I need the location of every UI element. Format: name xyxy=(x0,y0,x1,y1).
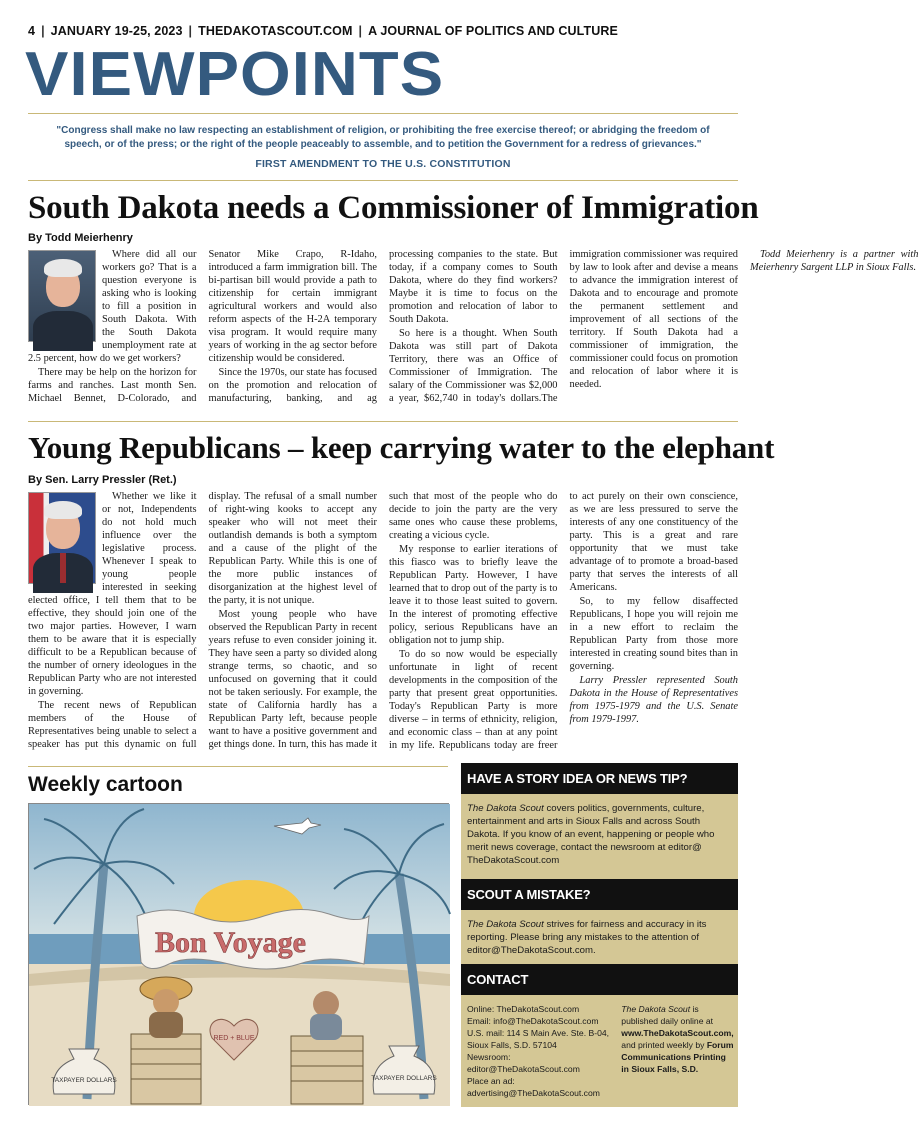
contact-line: Place an ad: xyxy=(467,1076,515,1086)
author-photo xyxy=(28,250,96,342)
author-bio: Larry Pressler represented South Dakota in the House of Representatives from 1975-1979 and the U.S. Senate from 1979-1997. xyxy=(569,675,738,725)
mistake-body: strives for fairness and accuracy in its reporting. Please bring any mistakes to the attention of editor@TheDakotaScout.com. xyxy=(467,919,707,956)
beach-chair-icon xyxy=(291,1036,363,1104)
divider-rule xyxy=(28,766,448,767)
publication-site[interactable]: www.TheDakotaScout.com, xyxy=(621,1028,734,1038)
article2-headline: Young Republicans – keep carrying water to the elephant xyxy=(28,430,775,465)
paragraph: Most young people who have observed the Republican Party in recent years refuse to even consider joining it. They have seen a party so divided along strange terms, so chaotic, and so unfocused on governing that it could not be taken seriously. For example, the state of California hardly has a Republican Party left, because people want to have a positive government and get things done. In turn, this has made it such that most of the people who do decide to join the party are the very same ones who cause these problems, creating a vicious cycle. xyxy=(208,491,558,750)
contact-line[interactable]: editor@TheDakotaScout.com xyxy=(467,1064,580,1074)
cartoon-illustration xyxy=(29,804,450,1106)
contact-line: Sioux Falls, S.D. 57104 xyxy=(467,1040,557,1050)
info-sidebar xyxy=(461,763,738,1107)
paragraph: To do so now would be especially unfortunate in light of recent developments in the composition of the party that present great opportunities. Today's Republican Party is more diverse – in terms of ethnicity, religion, and economic class – than at any point in my life. Republicans today are freer to act purely on their own conscience, as we are less pressured to serve the interests of any one constituency of the party. This is a great and rare opportunity that we must take advantage of to promote a broad-based party that serves the interests of all Americans. xyxy=(389,491,738,751)
article2-body xyxy=(28,490,738,756)
contact-line: Newsroom: xyxy=(467,1052,511,1062)
publication-name: The Dakota Scout xyxy=(621,1004,691,1014)
folio-line: 4 | JANUARY 19-25, 2023 | THEDAKOTASCOUT.COM | A JOURNAL OF POLITICS AND CULTURE xyxy=(28,24,618,38)
paragraph: Where did all our workers go? That is a question everyone is asking who is looking to fill a position in South Dakota. With the South Dakota unemployment rate at 2.5 percent, how do we get workers? xyxy=(28,249,197,364)
publication-info: The Dakota Scout is published daily online at www.TheDakotaScout.com, and printed weekly by Forum Communications Printing in Sioux Falls, S.D. xyxy=(621,1004,734,1074)
author-photo xyxy=(28,492,96,584)
contact-line[interactable]: Online: TheDakotaScout.com xyxy=(467,1004,580,1014)
story-idea-text xyxy=(461,794,738,879)
story-idea-heading: HAVE A STORY IDEA OR NEWS TIP? xyxy=(461,763,738,794)
contact-list xyxy=(467,1003,615,1099)
article1-body xyxy=(28,248,919,406)
divider-rule xyxy=(28,421,738,422)
divider-rule xyxy=(28,180,738,181)
tagline: A JOURNAL OF POLITICS AND CULTURE xyxy=(368,24,618,38)
first-amendment-box xyxy=(28,124,738,170)
paragraph: Since the 1970s, our state has focused on the promotion and relocation of manufacturing, banking, and ag processing companies to the state. But today, if a company comes to South Dakota, where do they find workers? Maybe it is time to focus on the promotion and relocation of labor to South Dakota. xyxy=(208,249,558,404)
paragraph: So here is a thought. When South Dakota was still part of Dakota Territory, there was an Office of Commissioner of Immigration. The salary of the Commissioner was $2,000 a year, $62,740 in today's dollars.The immigration commissioner was required by law to look after and devise a means to advance the immigration interest of Dakota and to encourage and promote the permanent settlement and improvement of all sections of the territory. If South Dakota had a commissioner of immigration, the commissioner could focus on promotion and relocation of labor where it is needed. xyxy=(389,249,738,404)
author-bio: Todd Meierhenry is a partner with Meierhenry Sargent LLP in Sioux Falls. xyxy=(750,249,919,273)
paragraph: So, to my fellow disaffected Republicans, I hope you will rejoin me in a new effort to reclaim the Republican Party from those more interested in creating sound bites than in governing. xyxy=(569,596,738,672)
section-title: VIEWPOINTS xyxy=(25,40,445,109)
issue-date: JANUARY 19-25, 2023 xyxy=(50,24,183,38)
article1 xyxy=(28,232,919,404)
amendment-quote: "Congress shall make no law respecting an establishment of religion, or prohibiting the free exercise thereof; or abridging the freedom of speech, or of the press; or the right of the people peaceably to assemble, and to petition the Government for a redress of grievances." xyxy=(56,125,710,150)
contact-line[interactable]: advertising@TheDakotaScout.com xyxy=(467,1088,600,1098)
paragraph: The recent news of Republican members of the House of Representatives being unable to select a speaker has put this dynamic on full display. The refusal of a small number of right-wing kooks to accept any speaker who will not meet their outlandish demands is both a symptom and a cause of the plight of the Republican Party. While this is one of the more public instances of disorganization at the highest level of the party, it is not unique. xyxy=(28,491,377,750)
amendment-source: FIRST AMENDMENT TO THE U.S. CONSTITUTION xyxy=(255,158,511,170)
beach-chair-icon xyxy=(131,1034,201,1104)
publication-name: The Dakota Scout xyxy=(467,803,544,814)
article2 xyxy=(28,474,738,754)
cartoon-label: Weekly cartoon xyxy=(28,773,183,796)
heart-text: RED + BLUE xyxy=(213,1035,255,1042)
divider-rule xyxy=(28,113,738,114)
contact-heading: CONTACT xyxy=(461,964,738,995)
contact-line: U.S. mail: 114 S Main Ave. Ste. B-04, xyxy=(467,1028,610,1038)
site-link[interactable]: THEDAKOTASCOUT.COM xyxy=(198,24,353,38)
article1-headline: South Dakota needs a Commissioner of Immigration xyxy=(28,190,759,226)
banner-text: Bon Voyage xyxy=(155,926,306,959)
paragraph: There may be help on the horizon for farms and ranches. Last month Sen. Michael Bennet, D-Colorado, and Senator Mike Crapo, R-Idaho, introduced a farm immigration bill. The bi-partisan bill would provide a path to citizenship for certain immigrant agricultural workers and would also reform aspects of the H-2A temporary visa program. It would require many years of working in the ag sector before citizenship would be considered. xyxy=(28,249,377,404)
publication-name: The Dakota Scout xyxy=(467,919,544,930)
printer-name: Forum Communications Printing in Sioux Falls, S.D. xyxy=(621,1040,734,1074)
contact-line[interactable]: Email: info@TheDakotaScout.com xyxy=(467,1016,599,1026)
paragraph: My response to earlier iterations of this fiasco was to briefly leave the Republican Party. However, I have learned that to drop out of the party is to leave it to those least suited to govern. In the interest of promoting effective policy, serious Republicans have an obligation not to jump ship. xyxy=(389,544,558,646)
mistake-heading: SCOUT A MISTAKE? xyxy=(461,879,738,910)
page-number: 4 xyxy=(28,24,36,38)
weekly-cartoon xyxy=(28,803,449,1105)
story-idea-body: covers politics, governments, culture, entertainment and arts in Sioux Falls and across South Dakota. If you know of an event, happening or people who merit news coverage, contact the newsroom at editor@ TheDakotaScout.com xyxy=(467,803,715,866)
article2-byline: By Sen. Larry Pressler (Ret.) xyxy=(28,474,177,486)
contact-info xyxy=(461,995,738,1105)
bag-label: TAXPAYER DOLLARS xyxy=(371,1075,437,1082)
mistake-text xyxy=(461,910,738,964)
paragraph: Whether we like it or not, Independents do not hold much influence over the legislative process. Whenever I speak to young people interested in seeking elected office, I tell them that to be effective, they should join one of the two major parties. However, I warn them to be aware that it is especially difficult to be a Republican because of the number of ornery ideologues in the Republican Party who are not interested in governing. xyxy=(28,491,197,697)
bag-label: TAXPAYER DOLLARS xyxy=(51,1077,117,1084)
article1-byline: By Todd Meierhenry xyxy=(28,232,133,244)
